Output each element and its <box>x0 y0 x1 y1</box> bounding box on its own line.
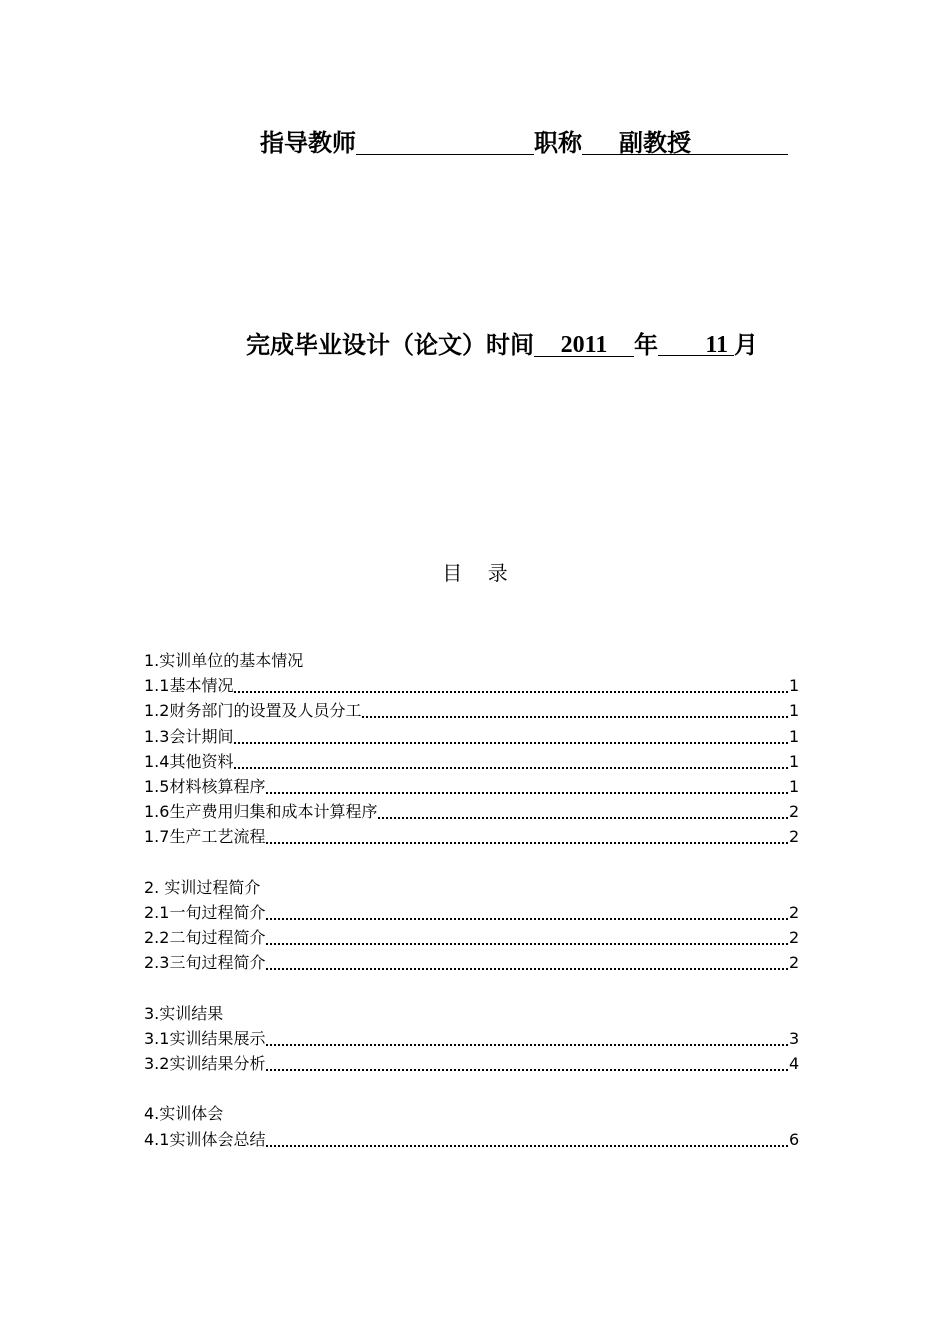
toc-entry-label: 1.2财务部门的设置及人员分工 <box>144 701 362 721</box>
toc-entry-label: 1.6生产费用归集和成本计算程序 <box>144 802 378 822</box>
month-label: 月 <box>734 331 758 359</box>
toc-entry[interactable] <box>144 749 799 774</box>
toc-entry[interactable] <box>144 1127 799 1152</box>
toc-title: 目 录 <box>442 561 508 585</box>
toc-entry[interactable] <box>144 799 799 824</box>
toc-entry-page: 2 <box>789 953 800 973</box>
toc-entry-page: 1 <box>789 776 800 796</box>
toc-dot-leader <box>266 831 788 844</box>
toc-dot-leader <box>234 731 788 744</box>
toc-entry[interactable] <box>144 900 799 925</box>
toc-entry-label: 1.5材料核算程序 <box>144 776 266 796</box>
toc-section-heading: 3.实训结果 <box>144 1003 224 1023</box>
toc-entry-page: 1 <box>789 726 800 746</box>
toc-entry-label: 2.1一旬过程简介 <box>144 902 266 922</box>
toc-entry[interactable] <box>144 774 799 799</box>
toc-entry-label: 2.3三旬过程简介 <box>144 953 266 973</box>
toc-dot-leader <box>266 781 788 794</box>
toc-entry-label: 1.4其他资料 <box>144 751 234 771</box>
toc-entry-page: 1 <box>789 701 800 721</box>
toc-entry[interactable] <box>144 1026 799 1051</box>
toc-entry-page: 6 <box>789 1129 800 1149</box>
toc-entry[interactable] <box>144 950 799 975</box>
title-label: 职称 <box>534 129 582 157</box>
toc-dot-leader <box>234 756 788 769</box>
advisor-line <box>260 128 788 158</box>
toc-entry[interactable] <box>144 824 799 849</box>
toc-entry[interactable] <box>144 673 799 698</box>
toc-dot-leader <box>234 680 788 693</box>
toc-entry-label: 1.7生产工艺流程 <box>144 827 266 847</box>
advisor-blank <box>356 128 534 155</box>
toc-dot-leader <box>266 907 788 920</box>
toc-gap <box>144 1076 799 1101</box>
toc-section-heading: 2. 实训过程简介 <box>144 877 261 897</box>
toc-dot-leader <box>266 957 788 970</box>
toc-entry-label: 3.2实训结果分析 <box>144 1054 266 1073</box>
toc-entry-page: 2 <box>789 902 800 922</box>
toc-entry-page: 4 <box>789 1054 800 1073</box>
month-value: 11 <box>658 330 734 356</box>
year-label: 年 <box>634 331 658 359</box>
toc-dot-leader <box>362 705 788 718</box>
toc-dot-leader <box>266 932 788 945</box>
toc-section-heading: 1.实训单位的基本情况 <box>144 651 304 670</box>
toc-entry-page: 1 <box>789 751 800 771</box>
toc-entry[interactable] <box>144 1051 799 1076</box>
toc-gap <box>144 975 799 1000</box>
toc-entry-page: 2 <box>789 827 800 847</box>
toc-entry-label: 2.2二旬过程简介 <box>144 928 266 948</box>
toc-dot-leader <box>266 1058 788 1071</box>
toc-dot-leader <box>266 1033 788 1046</box>
completion-time-line <box>246 330 758 360</box>
toc-entry-page: 3 <box>789 1028 800 1048</box>
table-of-contents <box>144 648 799 1152</box>
toc-entry[interactable] <box>144 698 799 723</box>
toc-entry-label: 3.1实训结果展示 <box>144 1028 266 1048</box>
toc-dot-leader <box>266 1134 788 1147</box>
toc-dot-leader <box>378 806 788 819</box>
advisor-label: 指导教师 <box>260 129 356 157</box>
toc-entry[interactable] <box>144 724 799 749</box>
toc-entry-page: 2 <box>789 928 800 948</box>
title-blank <box>582 128 788 155</box>
toc-entry-page: 1 <box>789 676 800 696</box>
toc-entry-label: 1.3会计期间 <box>144 726 234 746</box>
toc-gap <box>144 850 799 875</box>
year-value: 2011 <box>534 330 634 357</box>
title-value: 副教授 <box>619 129 691 157</box>
toc-entry-label: 4.1实训体会总结 <box>144 1129 266 1149</box>
time-label: 完成毕业设计（论文）时间 <box>246 331 534 359</box>
toc-entry-label: 1.1基本情况 <box>144 676 234 696</box>
toc-entry[interactable] <box>144 925 799 950</box>
toc-entry-page: 2 <box>789 802 800 822</box>
toc-section-heading: 4.实训体会 <box>144 1104 224 1124</box>
